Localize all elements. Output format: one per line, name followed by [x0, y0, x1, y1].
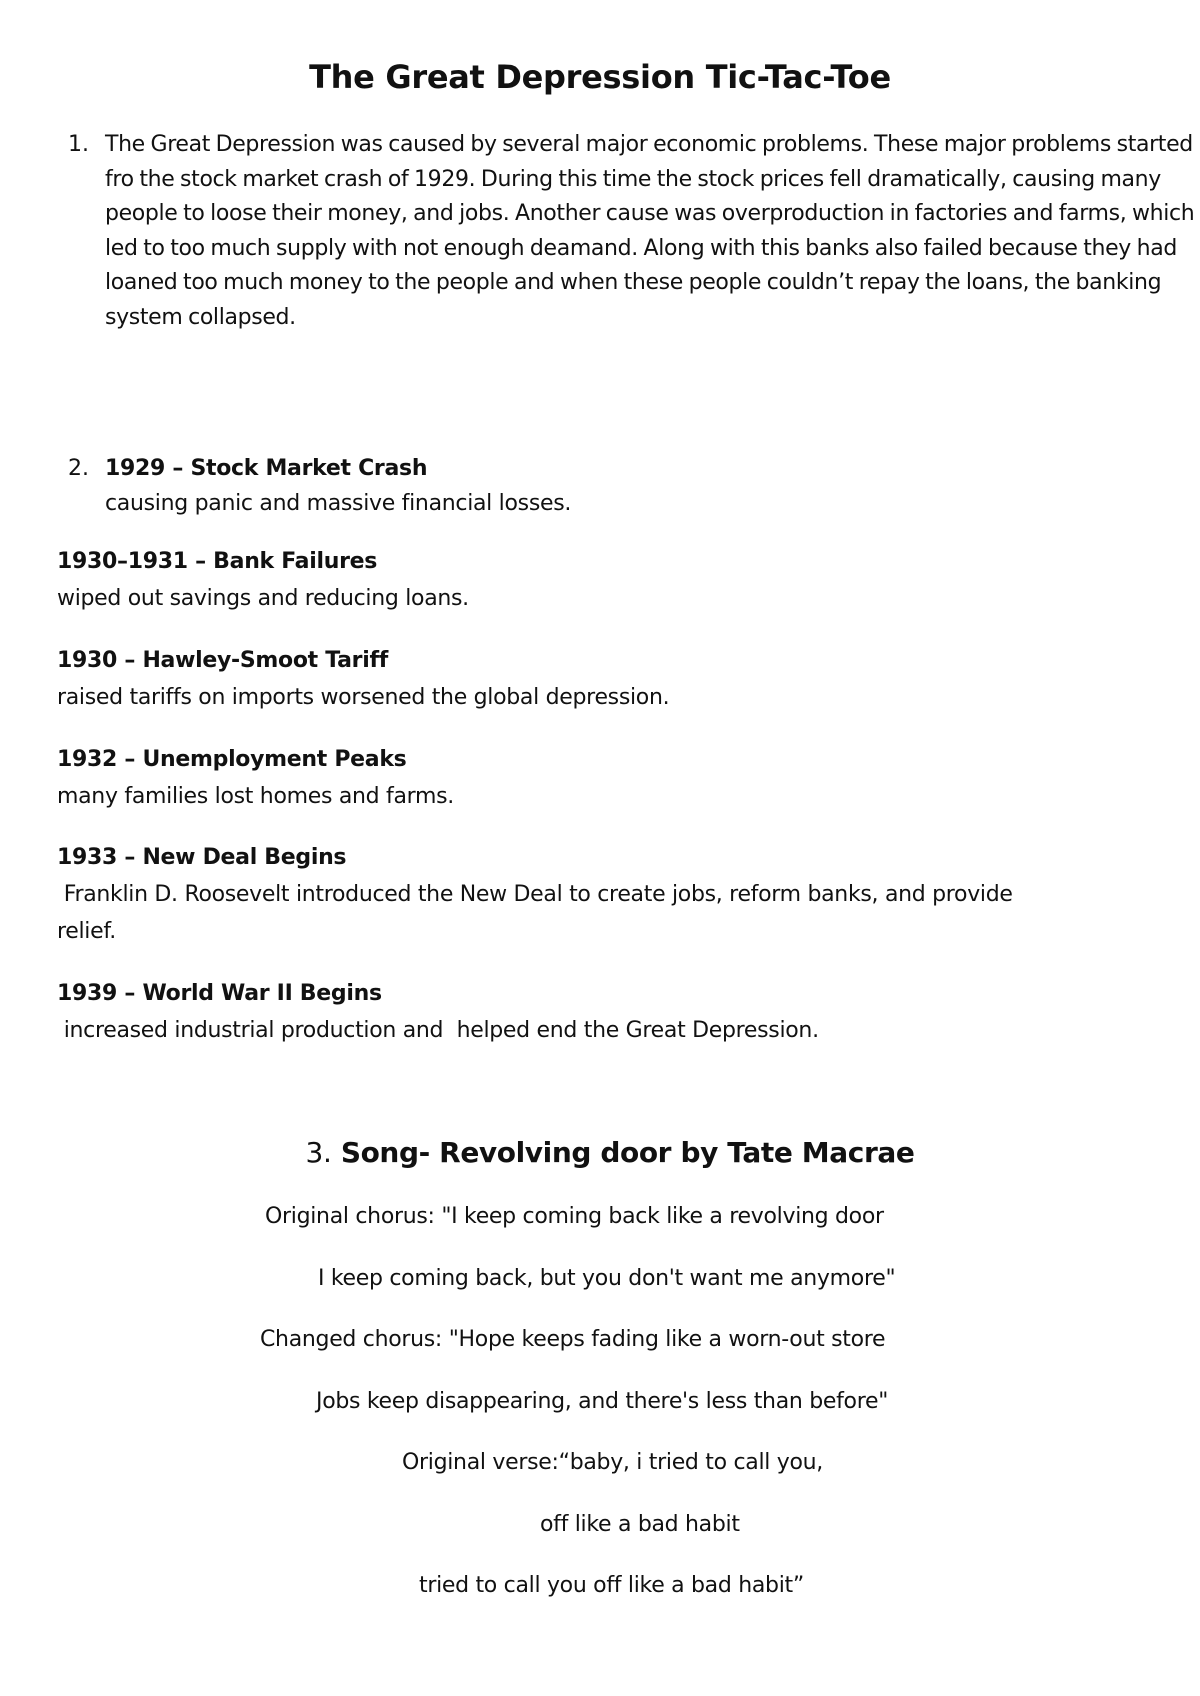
- timeline-body: raised tariffs on imports worsened the global depression.: [57, 685, 670, 710]
- timeline-event: [57, 975, 1157, 1049]
- timeline-body: increased industrial production and helped end the Great Depression.: [57, 1018, 819, 1043]
- timeline-body-continued: relief.: [57, 919, 116, 944]
- lyric-line: Jobs keep disappearing, and there's less than before": [316, 1389, 889, 1414]
- timeline-body-1929: causing panic and massive financial losses.: [105, 490, 572, 516]
- timeline-heading-1929: 1929 – Stock Market Crash: [105, 456, 428, 481]
- lyric-line: off like a bad habit: [540, 1512, 740, 1537]
- answer-3-number: 3.: [305, 1136, 332, 1169]
- answer-1-text: The Great Depression was caused by several major economic problems. These major problems started fro the stock market crash of 1929. During this time the stock prices fell dramatically, causing many people to loose their money, and jobs. Another cause was overproduction in factories and farms, which led to too much supply with not enough deamand. Along with this banks also failed because they had loaned too much money to the people and when these people couldn’t repay the loans, the banking system collapsed.: [105, 132, 1195, 330]
- timeline-body: Franklin D. Roosevelt introduced the New Deal to create jobs, reform banks, and provide: [57, 882, 1013, 907]
- timeline-event: [57, 543, 1157, 617]
- page-title: The Great Depression Tic-Tac-Toe: [309, 58, 891, 96]
- song-heading: [0, 1136, 1200, 1169]
- lyric-line: Changed chorus: "Hope keeps fading like a worn-out store: [260, 1327, 886, 1352]
- timeline-body: wiped out savings and reducing loans.: [57, 586, 469, 611]
- lyric-line: I keep coming back, but you don't want me anymore": [318, 1266, 896, 1291]
- lyric-line: Original chorus: "I keep coming back like a revolving door: [265, 1204, 884, 1229]
- song-title: Song- Revolving door by Tate Macrae: [340, 1136, 915, 1169]
- timeline-heading: 1932 – Unemployment Peaks: [57, 747, 407, 772]
- timeline-heading: 1930–1931 – Bank Failures: [57, 549, 378, 574]
- timeline-heading: 1939 – World War II Begins: [57, 981, 382, 1006]
- timeline-body: many families lost homes and farms.: [57, 784, 454, 809]
- timeline-heading: 1930 – Hawley-Smoot Tariff: [57, 648, 388, 673]
- timeline-event: [57, 741, 1157, 815]
- timeline-heading: 1933 – New Deal Begins: [57, 845, 347, 870]
- answer-2-number: 2.: [68, 456, 89, 481]
- lyric-line: Original verse:“baby, i tried to call you,: [402, 1450, 823, 1475]
- timeline-event: [57, 642, 1157, 716]
- timeline-event: [57, 839, 1157, 950]
- answer-1-number: 1.: [68, 132, 89, 157]
- lyric-line: tried to call you off like a bad habit”: [419, 1573, 804, 1598]
